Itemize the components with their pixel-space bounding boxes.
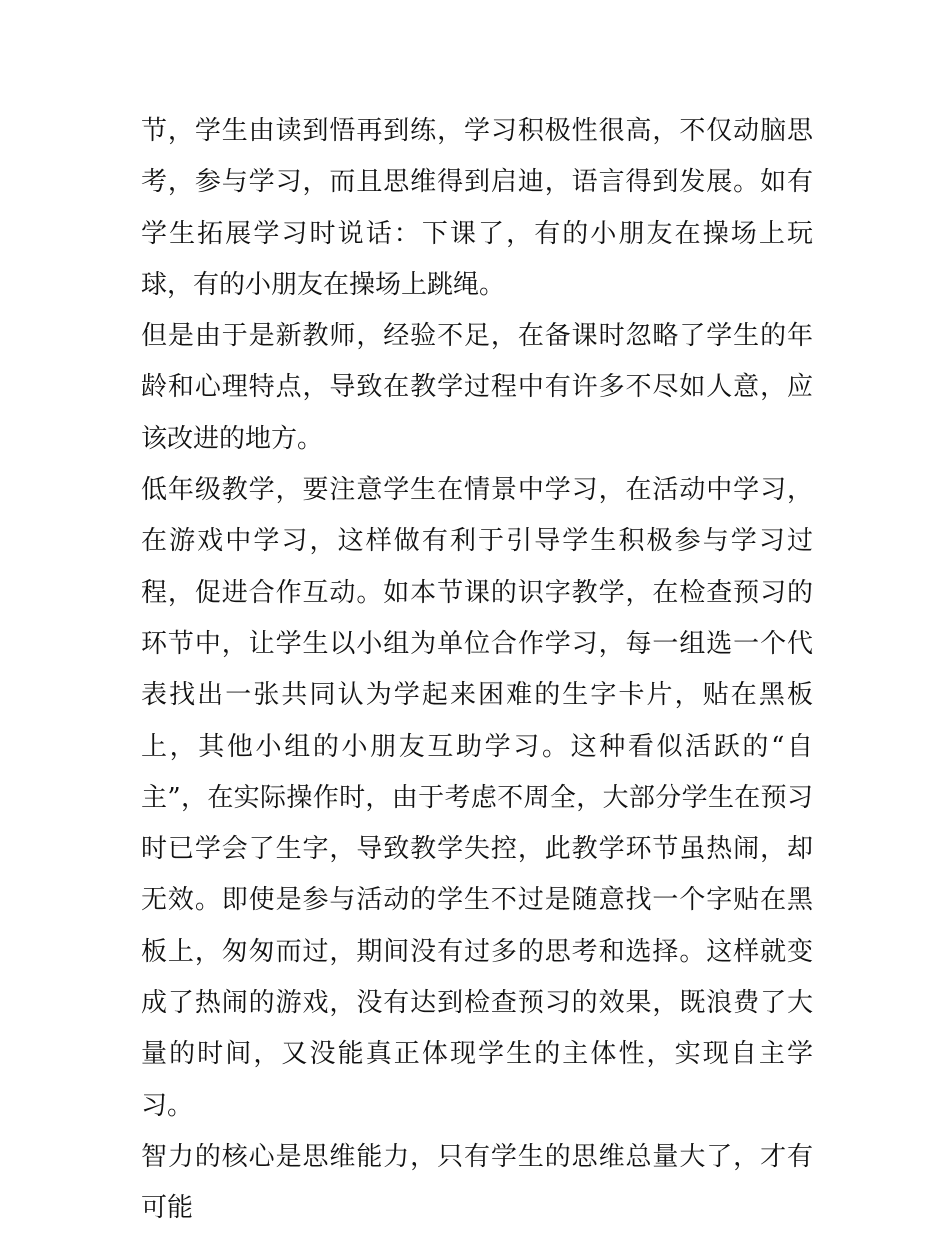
paragraph-3: 低年级教学，要注意学生在情景中学习，在活动中学习，在游戏中学习，这样做有利于引导学生积极参与学习过程，促进合作互动。如本节课的识字教学，在检查预习的环节中，让学生以小组为单位合作学习，每一组选一个代表找出一张共同认为学起来困难的生字卡片，贴在黑板上，其他小组的小朋友互助学习。这种看似活跃的“自主”，在实际操作时，由于考虑不周全，大部分学生在预习时已学会了生字，导致教学失控，此教学环节虽热闹，却无效。即使是参与活动的学生不过是随意找一个字贴在黑板上，匆匆而过，期间没有过多的思考和选择。这样就变成了热闹的游戏，没有达到检查预习的效果，既浪费了大量的时间，又没能真正体现学生的主体性，实现自主学习。 xyxy=(141,475,813,1121)
paragraph-1: 节，学生由读到悟再到练，学习积极性很高，不仅动脑思考，参与学习，而且思维得到启迪，语言得到发展。如有学生拓展学习时说话：下课了，有的小朋友在操场上玩球，有的小朋友在操场上跳绳。 xyxy=(141,116,813,300)
paragraph-4: 智力的核心是思维能力，只有学生的思维总量大了，才有可能 xyxy=(141,1141,813,1224)
document-body xyxy=(141,106,813,1235)
paragraph-2: 但是由于是新教师，经验不足，在备课时忽略了学生的年龄和心理特点，导致在教学过程中有许多不尽如人意，应该改进的地方。 xyxy=(141,321,813,454)
